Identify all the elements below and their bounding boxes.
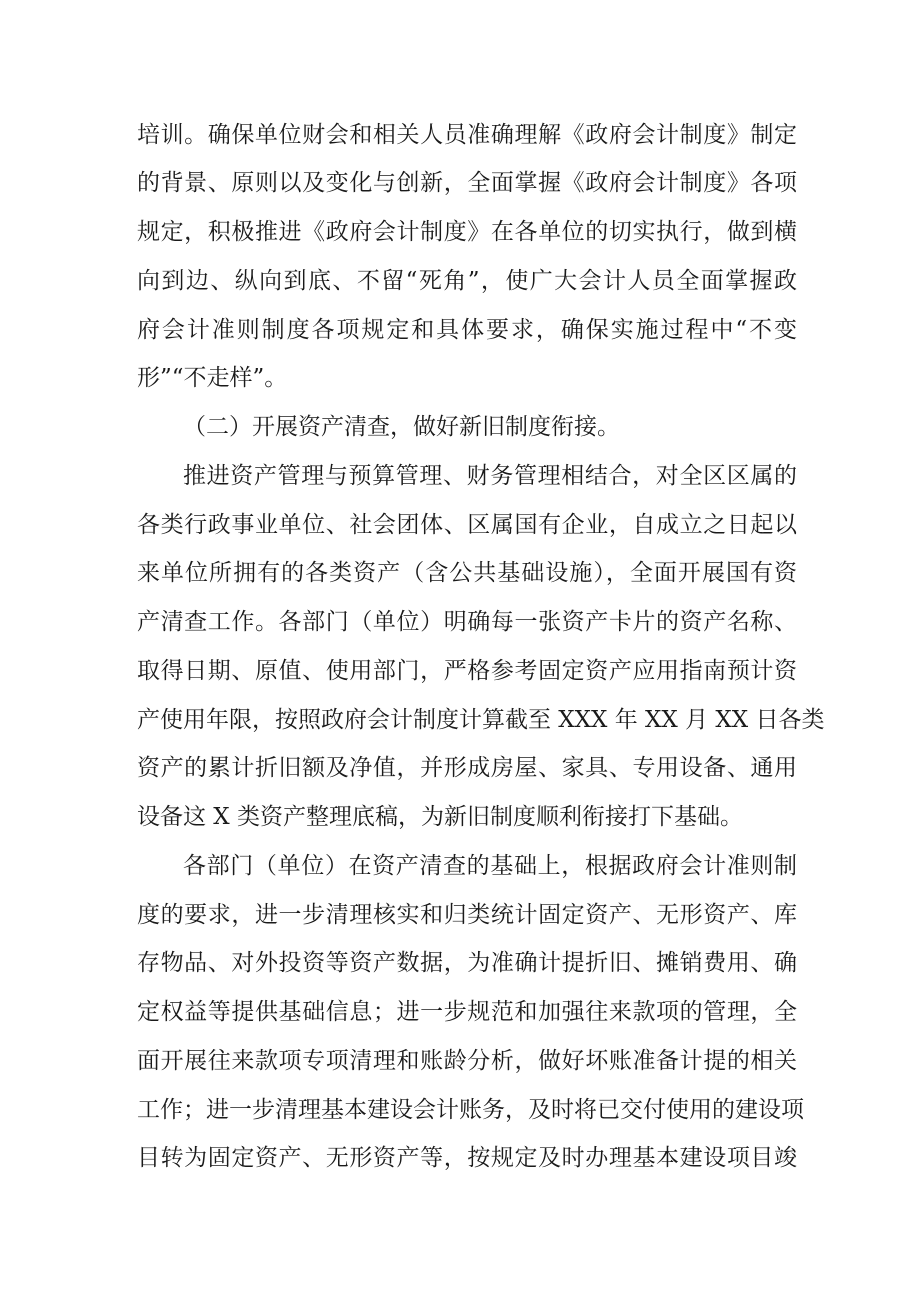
section-heading: （二）开展资产清查，做好新旧制度衔接。: [183, 414, 620, 440]
paragraph-1-line-1: 培训。确保单位财会和相关人员准确理解《政府会计制度》制定: [137, 122, 797, 148]
paragraph-3-line-1: 各部门（单位）在资产清查的基础上，根据政府会计准则制: [183, 853, 797, 879]
paragraph-2-line-5: 取得日期、原值、使用部门，严格参考固定资产应用指南预计资: [137, 658, 797, 684]
paragraph-3-line-6: 工作；进一步清理基本建设会计账务，及时将已交付使用的建设项: [137, 1097, 804, 1123]
paragraph-1-line-4: 向到边、纵向到底、不留“死角”，使广大会计人员全面掌握政: [137, 268, 797, 294]
paragraph-3-line-3: 存物品、对外投资等资产数据，为准确计提折旧、摊销费用、确: [137, 950, 797, 976]
paragraph-2-line-2: 各类行政事业单位、社会团体、区属国有企业，自成立之日起以: [137, 512, 797, 538]
paragraph-3-line-5: 面开展往来款项专项清理和账龄分析，做好坏账准备计提的相关: [137, 1048, 797, 1074]
paragraph-2-line-6: 产使用年限，按照政府会计制度计算截至 XXX 年 XX 月 XX 日各类: [137, 707, 825, 733]
paragraph-1-line-5: 府会计准则制度各项规定和具体要求，确保实施过程中“不变: [137, 317, 797, 343]
paragraph-2-line-1: 推进资产管理与预算管理、财务管理相结合，对全区区属的: [183, 463, 797, 489]
paragraph-3-line-2: 度的要求，进一步清理核实和归类统计固定资产、无形资产、库: [137, 902, 797, 928]
paragraph-2-line-4: 产清查工作。各部门（单位）明确每一张资产卡片的资产名称、: [137, 609, 797, 635]
paragraph-2-line-7: 资产的累计折旧额及净值，并形成房屋、家具、专用设备、通用: [137, 755, 797, 781]
paragraph-3-line-7: 目转为固定资产、无形资产等，按规定及时办理基本建设项目竣: [137, 1145, 797, 1171]
paragraph-1-line-6: 形”“不走样”。: [137, 365, 288, 391]
paragraph-2-line-3: 来单位所拥有的各类资产（含公共基础设施），全面开展国有资: [137, 560, 797, 586]
paragraph-1-line-2: 的背景、原则以及变化与创新，全面掌握《政府会计制度》各项: [137, 170, 797, 196]
paragraph-1-line-3: 规定，积极推进《政府会计制度》在各单位的切实执行，做到横: [137, 219, 797, 245]
paragraph-2-line-8: 设备这 X 类资产整理底稿，为新旧制度顺利衔接打下基础。: [137, 804, 743, 830]
paragraph-3-line-4: 定权益等提供基础信息；进一步规范和加强往来款项的管理，全: [137, 999, 797, 1025]
